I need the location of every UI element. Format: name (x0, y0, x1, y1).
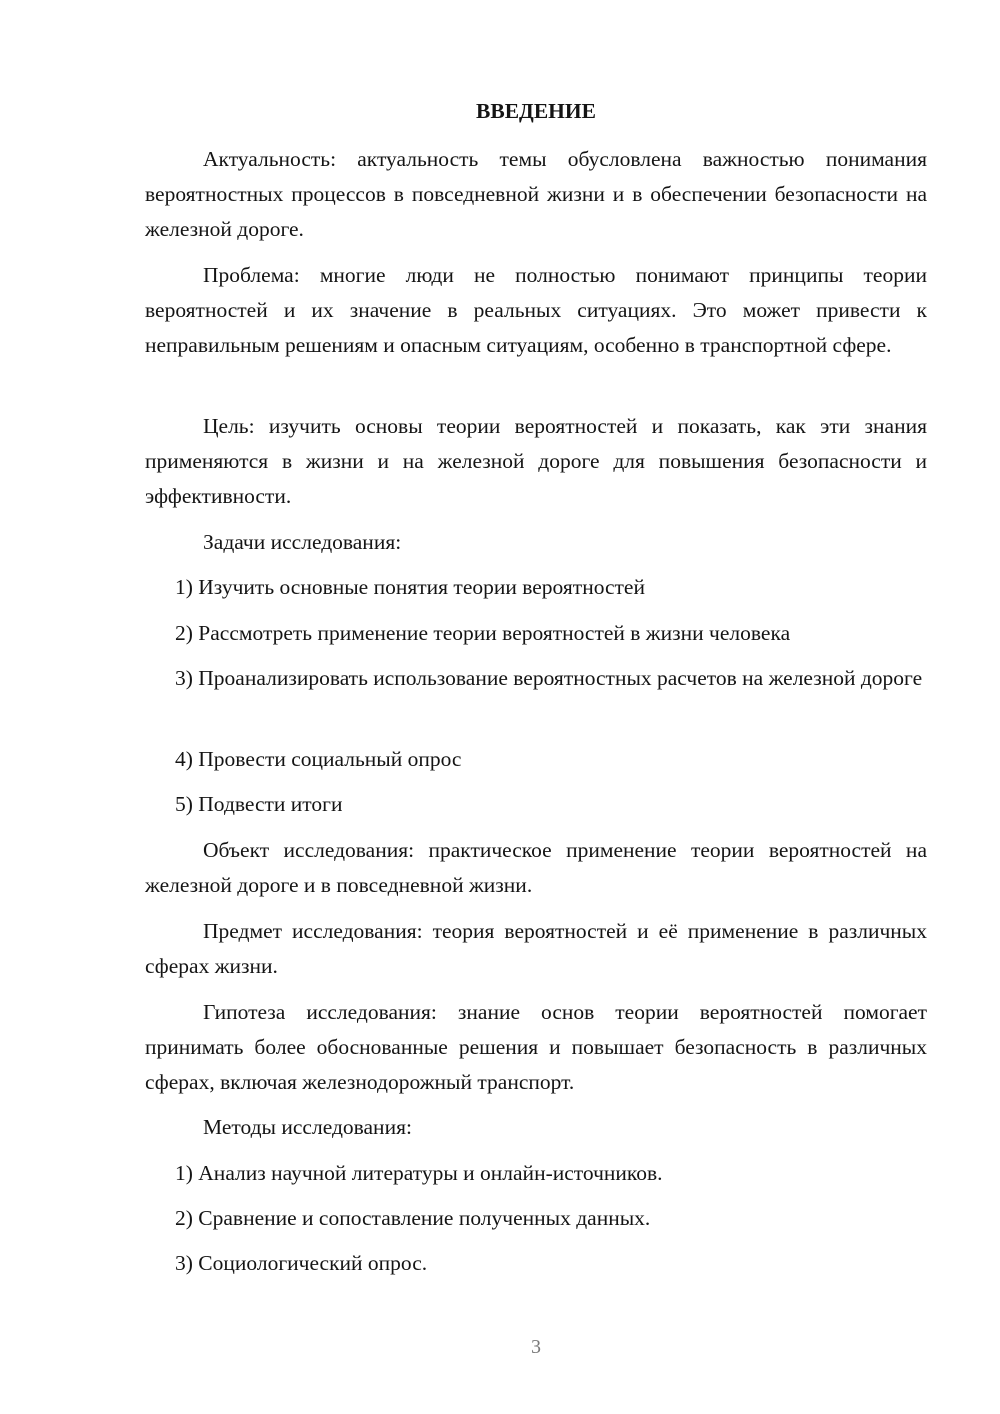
section-heading: ВВЕДЕНИЕ (476, 99, 596, 123)
method-item: 3) Социологический опрос. (175, 1251, 428, 1275)
hypothesis-paragraph: Гипотеза исследования: знание основ теории вероятностей помогает принимать более обоснованные решения и повышает безопасность в различных сферах, включая железнодорожный транспорт. (145, 1000, 927, 1094)
task-item: 4) Провести социальный опрос (175, 747, 462, 771)
relevance-paragraph: Актуальность: актуальность темы обусловлена важностью понимания вероятностных процессов в повседневной жизни и в обеспечении безопасности на железной дороге. (145, 147, 927, 241)
goal-paragraph: Цель: изучить основы теории вероятностей и показать, как эти знания применяются в жизни и на железной дороге для повышения безопасности и эффективности. (145, 414, 927, 508)
problem-paragraph: Проблема: многие люди не полностью понимают принципы теории вероятностей и их значение в реальных ситуациях. Это может привести к неправильным решениям и опасным ситуациям, особенно в транспортной сфере. (145, 263, 927, 357)
object-paragraph: Объект исследования: практическое применение теории вероятностей на железной дороге и в повседневной жизни. (145, 838, 927, 897)
method-item: 2) Сравнение и сопоставление полученных данных. (175, 1206, 651, 1230)
task-item: 2) Рассмотреть применение теории вероятностей в жизни человека (175, 621, 791, 645)
tasks-title: Задачи исследования: (203, 530, 402, 554)
subject-paragraph: Предмет исследования: теория вероятностей и её применение в различных сферах жизни. (145, 919, 927, 978)
page-number: 3 (531, 1336, 541, 1358)
task-item: 5) Подвести итоги (175, 792, 343, 816)
methods-title: Методы исследования: (203, 1115, 412, 1139)
task-item: 3) Проанализировать использование вероятностных расчетов на железной дороге (175, 666, 923, 690)
task-item: 1) Изучить основные понятия теории вероятностей (175, 575, 645, 599)
method-item: 1) Анализ научной литературы и онлайн-источников. (175, 1161, 663, 1185)
